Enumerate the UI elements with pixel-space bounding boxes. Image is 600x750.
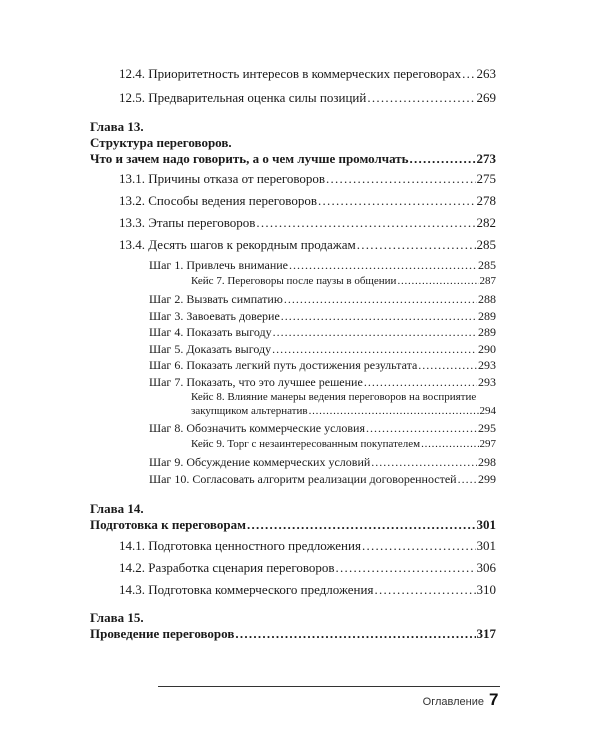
leader-dots xyxy=(458,472,477,487)
entry-title: 13.3. Этапы переговоров xyxy=(119,215,256,230)
entry-title: 13.2. Способы ведения переговоров xyxy=(119,193,317,208)
toc-entry-12-5[interactable] xyxy=(119,90,496,106)
entry-page: 287 xyxy=(479,275,496,287)
toc-entry-13-1[interactable] xyxy=(119,171,496,187)
entry-title: Шаг 1. Привлечь внимание xyxy=(149,258,288,272)
toc-entry-14-1[interactable] xyxy=(119,538,496,554)
leader-dots xyxy=(366,421,477,436)
toc-entry-step-2[interactable] xyxy=(149,292,496,307)
leader-dots xyxy=(410,151,476,167)
toc-entry-12-4[interactable] xyxy=(119,66,496,82)
leader-dots xyxy=(418,358,477,373)
entry-title: Шаг 9. Обсуждение коммерческих условий xyxy=(149,455,371,469)
leader-dots xyxy=(281,309,477,324)
entry-page: 290 xyxy=(478,342,496,356)
toc-entry-step-8[interactable] xyxy=(149,421,496,436)
leader-dots xyxy=(247,517,476,533)
entry-page: 310 xyxy=(476,582,496,597)
chapter-14-label: Глава 14. xyxy=(90,501,144,516)
toc-entry-13-3[interactable] xyxy=(119,215,496,231)
leader-dots xyxy=(357,237,476,253)
leader-dots xyxy=(371,455,477,470)
entry-title: 12.5. Предварительная оценка силы позиций xyxy=(119,90,367,105)
leader-dots xyxy=(367,90,475,106)
entry-title: Шаг 3. Завоевать доверие xyxy=(149,309,280,323)
entry-page: 295 xyxy=(478,421,496,435)
chapter-13-label: Глава 13. xyxy=(90,119,144,134)
entry-page: 317 xyxy=(476,626,496,641)
entry-page: 293 xyxy=(478,375,496,389)
case-8-title-line1: Кейс 8. Влияние манеры ведения переговоров на восприятие xyxy=(191,391,477,403)
entry-page: 269 xyxy=(476,90,496,105)
entry-page: 289 xyxy=(478,325,496,339)
leader-dots xyxy=(309,405,479,417)
entry-page: 278 xyxy=(476,193,496,208)
toc-entry-case-8[interactable] xyxy=(191,405,496,417)
leader-dots xyxy=(462,66,475,82)
leader-dots xyxy=(397,275,478,287)
entry-page: 301 xyxy=(476,538,496,553)
toc-entry-chapter-15[interactable] xyxy=(90,626,496,642)
entry-page: 299 xyxy=(478,472,496,486)
entry-page: 285 xyxy=(478,258,496,272)
entry-page: 293 xyxy=(478,358,496,372)
entry-title: Кейс 7. Переговоры после паузы в общении xyxy=(191,275,397,287)
entry-title: Проведение переговоров xyxy=(90,626,235,641)
toc-entry-step-4[interactable] xyxy=(149,325,496,340)
entry-title: Шаг 10. Согласовать алгоритм реализации договоренностей xyxy=(149,472,457,486)
entry-page: 285 xyxy=(476,237,496,252)
footer-section-label: Оглавление xyxy=(422,696,484,708)
toc-entry-step-6[interactable] xyxy=(149,358,496,373)
leader-dots xyxy=(421,438,478,450)
leader-dots xyxy=(256,215,475,231)
entry-page: 297 xyxy=(479,438,496,450)
entry-title: Шаг 2. Вызвать симпатию xyxy=(149,292,283,306)
toc-entry-13-4[interactable] xyxy=(119,237,496,253)
leader-dots xyxy=(318,193,476,209)
toc-entry-case-9[interactable] xyxy=(191,438,496,450)
entry-page: 273 xyxy=(476,151,496,166)
leader-dots xyxy=(336,560,476,576)
leader-dots xyxy=(362,538,476,554)
entry-title: Шаг 6. Показать легкий путь достижения результата xyxy=(149,358,418,372)
entry-title: 12.4. Приоритетность интересов в коммерческих переговорах xyxy=(119,66,462,81)
toc-entry-chapter-14[interactable] xyxy=(90,517,496,533)
entry-title: 14.2. Разработка сценария переговоров xyxy=(119,560,335,575)
entry-title: 14.1. Подготовка ценностного предложения xyxy=(119,538,361,553)
toc-entry-step-3[interactable] xyxy=(149,309,496,324)
entry-title: Шаг 7. Показать, что это лучшее решение xyxy=(149,375,363,389)
entry-page: 298 xyxy=(478,455,496,469)
toc-entry-step-9[interactable] xyxy=(149,455,496,470)
footer-page-number: 7 xyxy=(489,690,499,709)
entry-page: 275 xyxy=(476,171,496,186)
chapter-13-title-line1: Структура переговоров. xyxy=(90,135,232,150)
entry-title: Подготовка к переговорам xyxy=(90,517,246,532)
entry-page: 306 xyxy=(476,560,496,575)
entry-title: Шаг 5. Доказать выгоду xyxy=(149,342,272,356)
entry-title: Шаг 4. Показать выгоду xyxy=(149,325,272,339)
toc-entry-chapter-13[interactable] xyxy=(90,151,496,167)
leader-dots xyxy=(289,258,477,273)
entry-title: Кейс 9. Торг с незаинтересованным покупателем xyxy=(191,438,421,450)
entry-title: 14.3. Подготовка коммерческого предложения xyxy=(119,582,374,597)
toc-entry-14-3[interactable] xyxy=(119,582,496,598)
footer-rule xyxy=(158,686,500,687)
toc-entry-14-2[interactable] xyxy=(119,560,496,576)
entry-page: 301 xyxy=(476,517,496,532)
leader-dots xyxy=(284,292,477,307)
toc-entry-step-1[interactable] xyxy=(149,258,496,273)
leader-dots xyxy=(326,171,475,187)
leader-dots xyxy=(273,325,477,340)
toc-entry-case-7[interactable] xyxy=(191,275,496,287)
toc-entry-step-10[interactable] xyxy=(149,472,496,487)
toc-entry-step-5[interactable] xyxy=(149,342,496,357)
entry-page: 294 xyxy=(479,405,496,417)
leader-dots xyxy=(364,375,477,390)
toc-entry-step-7[interactable] xyxy=(149,375,496,390)
entry-title: закупщиком альтернатив xyxy=(191,405,308,417)
chapter-15-label: Глава 15. xyxy=(90,610,144,625)
entry-page: 289 xyxy=(478,309,496,323)
leader-dots xyxy=(374,582,475,598)
entry-title: 13.4. Десять шагов к рекордным продажам xyxy=(119,237,356,252)
entry-title: 13.1. Причины отказа от переговоров xyxy=(119,171,326,186)
entry-page: 282 xyxy=(476,215,496,230)
leader-dots xyxy=(235,626,475,642)
entry-page: 263 xyxy=(476,66,496,81)
entry-page: 288 xyxy=(478,292,496,306)
entry-title: Что и зачем надо говорить, а о чем лучше промолчать xyxy=(90,151,409,166)
toc-entry-13-2[interactable] xyxy=(119,193,496,209)
entry-title: Шаг 8. Обозначить коммерческие условия xyxy=(149,421,365,435)
leader-dots xyxy=(272,342,477,357)
